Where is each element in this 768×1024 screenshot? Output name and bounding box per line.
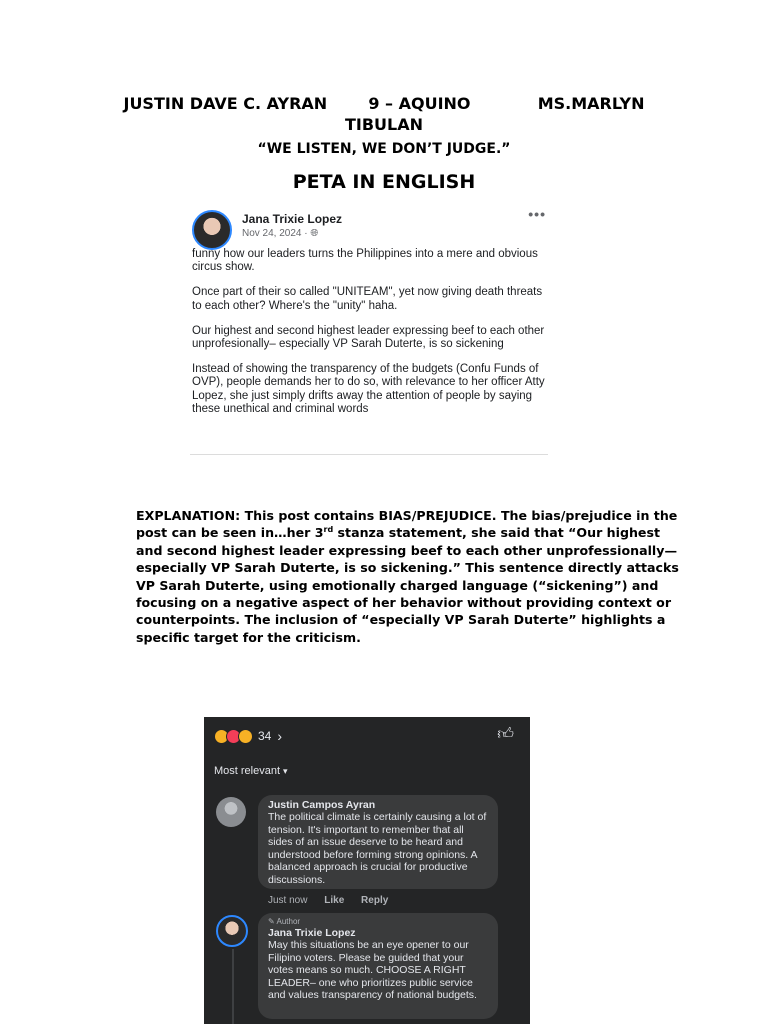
comment-text: May this situations be an eye opener to our Filipino voters. Please be guided that your votes means so much. CHOOSE A RIGHT LEADER– one who prioritizes public service and values transparency of national budgets. xyxy=(268,939,477,1002)
thumbs-up-icon[interactable]: 👍︎ xyxy=(497,726,514,743)
reactions-summary[interactable] xyxy=(214,728,282,744)
post-body xyxy=(192,248,546,428)
comment-author[interactable]: Justin Campos Ayran xyxy=(268,799,376,811)
comment-actions xyxy=(268,895,402,906)
post-paragraph: funny how our leaders turns the Philippines into a mere and obvious circus show. xyxy=(192,248,538,274)
post-author[interactable]: Jana Trixie Lopez xyxy=(242,212,343,226)
post-paragraph: Instead of showing the transparency of the budgets (Confu Funds of OVP), people demands her to do so, with relevance to her officer Atty Lopez, she just simply drifts away the attention of people by saying these unethical and criminal words xyxy=(192,363,545,415)
comment-author[interactable]: Jana Trixie Lopez xyxy=(268,927,356,939)
more-dots-icon[interactable]: ••• xyxy=(528,206,546,222)
author-avatar[interactable] xyxy=(216,915,248,947)
post-date xyxy=(242,228,318,239)
globe-icon: 🌐︎ xyxy=(310,228,319,239)
like-button[interactable]: Like xyxy=(324,895,345,906)
post-paragraph: Our highest and second highest leader expressing beef to each other unprofesionally– especially VP Sarah Duterte, is so sickening xyxy=(192,324,545,351)
post-date-text: Nov 24, 2024 · xyxy=(242,228,311,239)
section: 9 – AQUINO xyxy=(368,94,471,113)
chevron-right-icon: › xyxy=(277,728,283,744)
facebook-post xyxy=(190,206,548,455)
author-badge-label: Author xyxy=(276,917,301,926)
sort-label: Most relevant xyxy=(214,765,281,777)
comment-time: Just now xyxy=(268,895,308,906)
reaction-count: 34 xyxy=(258,729,272,743)
comment-bubble xyxy=(258,913,498,1019)
care-reaction-icon xyxy=(238,729,253,744)
comment-text: The political climate is certainly causing a lot of tension. It's important to remember that all sides of an issue deserve to be heard and understood before forming strong opinions. A balanced approach is crucial for productive discussions. xyxy=(268,811,487,886)
post-paragraph: Once part of their so called "UNITEAM", yet now giving death threats to each other? Where's the "unity" haha. xyxy=(192,286,543,312)
teacher-surname: TIBULAN xyxy=(344,115,424,134)
motto: “WE LISTEN, WE DON’T JUDGE.” xyxy=(257,141,511,157)
comment-bubble xyxy=(258,795,498,889)
author-badge xyxy=(268,917,488,927)
explanation-paragraph xyxy=(136,507,682,646)
sort-dropdown[interactable] xyxy=(214,765,288,777)
reply-button[interactable]: Reply xyxy=(361,895,389,906)
explanation-text-a: EXPLANATION: This post contains BIAS/PREJUDICE. The bias/prejudice in the post can be seen in…her 3 xyxy=(136,508,678,541)
comments-panel xyxy=(204,717,530,1024)
page-title: PETA IN ENGLISH xyxy=(292,171,476,193)
teacher-name: MS.MARLYN xyxy=(537,94,645,113)
chevron-down-icon: ▾ xyxy=(283,766,288,776)
thread-line xyxy=(232,949,234,1024)
explanation-sup: rd xyxy=(323,525,334,535)
header-names xyxy=(0,94,768,114)
author-avatar[interactable] xyxy=(192,210,232,250)
student-name: JUSTIN DAVE C. AYRAN xyxy=(123,94,328,113)
explanation-text-b: stanza statement, she said that “Our highest and second highest leader expressing beef to each other unprofessionally—especially VP Sarah Duterte, is so sickening.” This sentence directly attacks VP Sarah Duterte, using emotionally charged language (“sickening”) and focusing on a negative aspect of her behavior without providing context or counterpoints. The inclusion of “especially VP Sarah Duterte” highlights a specific target for the criticism. xyxy=(136,525,679,645)
pencil-icon: ✎ xyxy=(268,917,275,926)
avatar[interactable] xyxy=(216,797,246,827)
